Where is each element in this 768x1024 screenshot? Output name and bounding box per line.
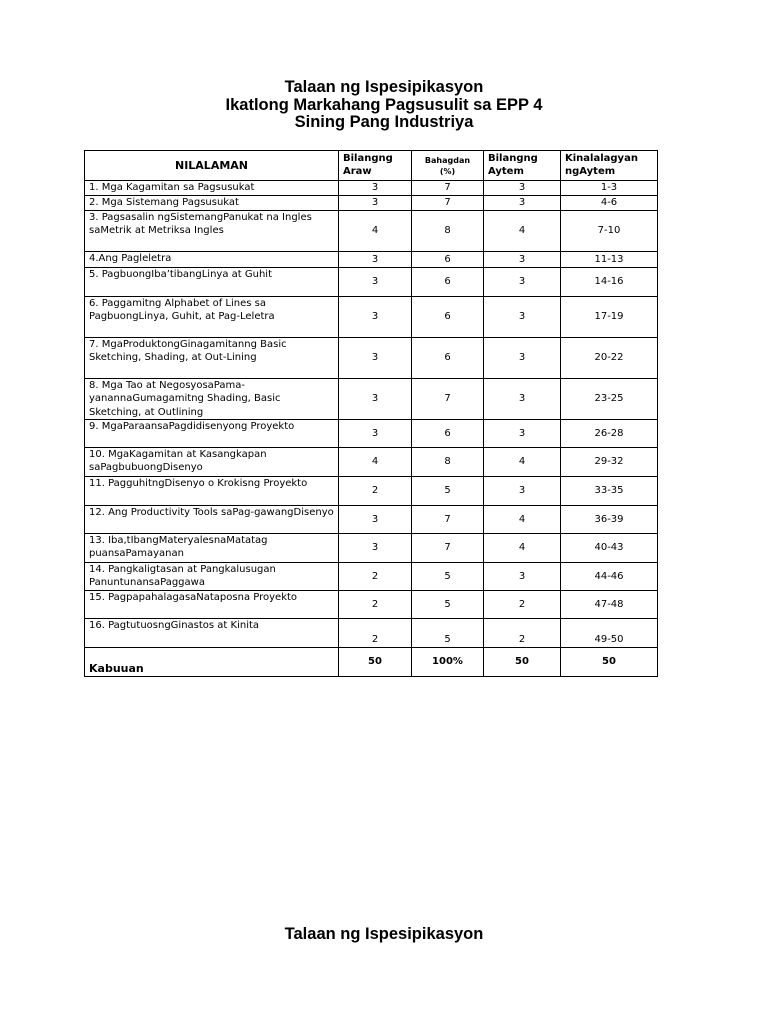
row-content: 13. Iba,tIbangMateryalesnaMatatag puansaPamayanan	[85, 534, 339, 563]
row-content: 15. PagpapahalagasaNataposna Proyekto	[85, 591, 339, 619]
title-line-3: Sining Pang Industriya	[294, 113, 474, 131]
row-days: 2	[339, 591, 412, 619]
row-days: 3	[339, 181, 412, 196]
row-items: 2	[484, 591, 561, 619]
row-content: 3. Pagsasalin ngSistemangPanukat na Ingles saMetrik at Metriksa Ingles	[85, 211, 339, 252]
table-row	[85, 297, 658, 338]
table-row	[85, 268, 658, 297]
row-days: 3	[339, 506, 412, 534]
row-content: 14. Pangkaligtasan at Pangkalusugan PanuntunansaPaggawa	[85, 563, 339, 591]
row-items: 4	[484, 448, 561, 477]
table-row	[85, 252, 658, 268]
table-row	[85, 563, 658, 591]
row-placement: 49-50	[561, 619, 658, 648]
row-items: 2	[484, 619, 561, 648]
row-placement: 36-39	[561, 506, 658, 534]
row-items: 4	[484, 534, 561, 563]
row-content: 9. MgaParaansaPagdidisenyong Proyekto	[85, 420, 339, 448]
row-content: 8. Mga Tao at NegosyosaPama-yanannaGumagamitng Shading, Basic Sketching, at Outlining	[85, 379, 339, 420]
row-days: 3	[339, 379, 412, 420]
row-days: 3	[339, 534, 412, 563]
row-percent: 7	[412, 181, 484, 196]
row-percent: 5	[412, 563, 484, 591]
row-days: 3	[339, 338, 412, 379]
document-titles	[0, 79, 768, 132]
table-row	[85, 196, 658, 211]
row-items: 3	[484, 297, 561, 338]
row-placement: 11-13	[561, 252, 658, 268]
total-percent: 100%	[412, 648, 484, 677]
row-items: 3	[484, 477, 561, 506]
row-placement: 1-3	[561, 181, 658, 196]
row-placement: 14-16	[561, 268, 658, 297]
total-label: Kabuuan	[85, 648, 339, 677]
table-row	[85, 534, 658, 563]
table-row	[85, 591, 658, 619]
row-items: 4	[484, 506, 561, 534]
header-percent	[412, 151, 484, 181]
row-percent: 6	[412, 252, 484, 268]
row-placement: 47-48	[561, 591, 658, 619]
header-content: NILALAMAN	[85, 151, 339, 181]
row-percent: 5	[412, 591, 484, 619]
table-row	[85, 181, 658, 196]
row-content: 4.Ang Pagleletra	[85, 252, 339, 268]
table-row	[85, 420, 658, 448]
row-percent: 7	[412, 534, 484, 563]
row-placement: 23-25	[561, 379, 658, 420]
row-days: 4	[339, 448, 412, 477]
row-percent: 6	[412, 338, 484, 379]
row-percent: 8	[412, 211, 484, 252]
row-content: 11. PagguhitngDisenyo o Krokisng Proyekto	[85, 477, 339, 506]
row-percent: 6	[412, 420, 484, 448]
row-content: 5. PagbuongIba’tibangLinya at Guhit	[85, 268, 339, 297]
row-content: 16. PagtutuosngGinastos at Kinita	[85, 619, 339, 648]
row-content: 1. Mga Kagamitan sa Pagsusukat	[85, 181, 339, 196]
row-days: 3	[339, 420, 412, 448]
row-percent: 7	[412, 196, 484, 211]
row-placement: 29-32	[561, 448, 658, 477]
total-row	[85, 648, 658, 677]
row-content: 6. Paggamitng Alphabet of Lines sa PagbuongLinya, Guhit, at Pag-Leletra	[85, 297, 339, 338]
header-percent-line1: Bahagdan	[424, 155, 471, 165]
table-row	[85, 448, 658, 477]
row-days: 3	[339, 297, 412, 338]
row-placement: 17-19	[561, 297, 658, 338]
header-items: Bilangng Aytem	[484, 151, 561, 181]
row-content: 2. Mga Sistemang Pagsusukat	[85, 196, 339, 211]
row-days: 2	[339, 477, 412, 506]
row-days: 4	[339, 211, 412, 252]
row-items: 3	[484, 563, 561, 591]
header-percent-line2: (%)	[439, 166, 456, 176]
table-header-row	[85, 151, 658, 181]
row-placement: 44-46	[561, 563, 658, 591]
row-items: 3	[484, 196, 561, 211]
total-placement: 50	[561, 648, 658, 677]
table-row	[85, 338, 658, 379]
row-percent: 5	[412, 477, 484, 506]
row-percent: 6	[412, 268, 484, 297]
row-items: 3	[484, 181, 561, 196]
row-days: 3	[339, 196, 412, 211]
table-row	[85, 211, 658, 252]
row-content: 7. MgaProduktongGinagamitanng Basic Sketching, Shading, at Out-Lining	[85, 338, 339, 379]
row-placement: 40-43	[561, 534, 658, 563]
row-percent: 6	[412, 297, 484, 338]
total-days: 50	[339, 648, 412, 677]
row-content: 12. Ang Productivity Tools saPag-gawangDisenyo	[85, 506, 339, 534]
header-placement: Kinalalagyan ngAytem	[561, 151, 658, 181]
row-items: 3	[484, 338, 561, 379]
row-days: 2	[339, 619, 412, 648]
table-row	[85, 477, 658, 506]
row-percent: 5	[412, 619, 484, 648]
table-row	[85, 619, 658, 648]
row-percent: 8	[412, 448, 484, 477]
header-days: Bilangng Araw	[339, 151, 412, 181]
row-placement: 4-6	[561, 196, 658, 211]
bottom-title: Talaan ng Ispesipikasyon	[284, 925, 484, 943]
row-items: 4	[484, 211, 561, 252]
row-placement: 7-10	[561, 211, 658, 252]
table-row	[85, 506, 658, 534]
row-placement: 26-28	[561, 420, 658, 448]
row-days: 3	[339, 268, 412, 297]
row-items: 3	[484, 252, 561, 268]
row-percent: 7	[412, 379, 484, 420]
row-content: 10. MgaKagamitan at Kasangkapan saPagbubuongDisenyo	[85, 448, 339, 477]
title-line-1: Talaan ng Ispesipikasyon	[284, 78, 484, 96]
row-placement: 33-35	[561, 477, 658, 506]
table-row	[85, 379, 658, 420]
total-items: 50	[484, 648, 561, 677]
row-days: 2	[339, 563, 412, 591]
row-days: 3	[339, 252, 412, 268]
row-items: 3	[484, 268, 561, 297]
row-items: 3	[484, 420, 561, 448]
row-placement: 20-22	[561, 338, 658, 379]
row-percent: 7	[412, 506, 484, 534]
row-items: 3	[484, 379, 561, 420]
title-line-2: Ikatlong Markahang Pagsusulit sa EPP 4	[225, 95, 543, 114]
specification-table	[84, 150, 658, 677]
